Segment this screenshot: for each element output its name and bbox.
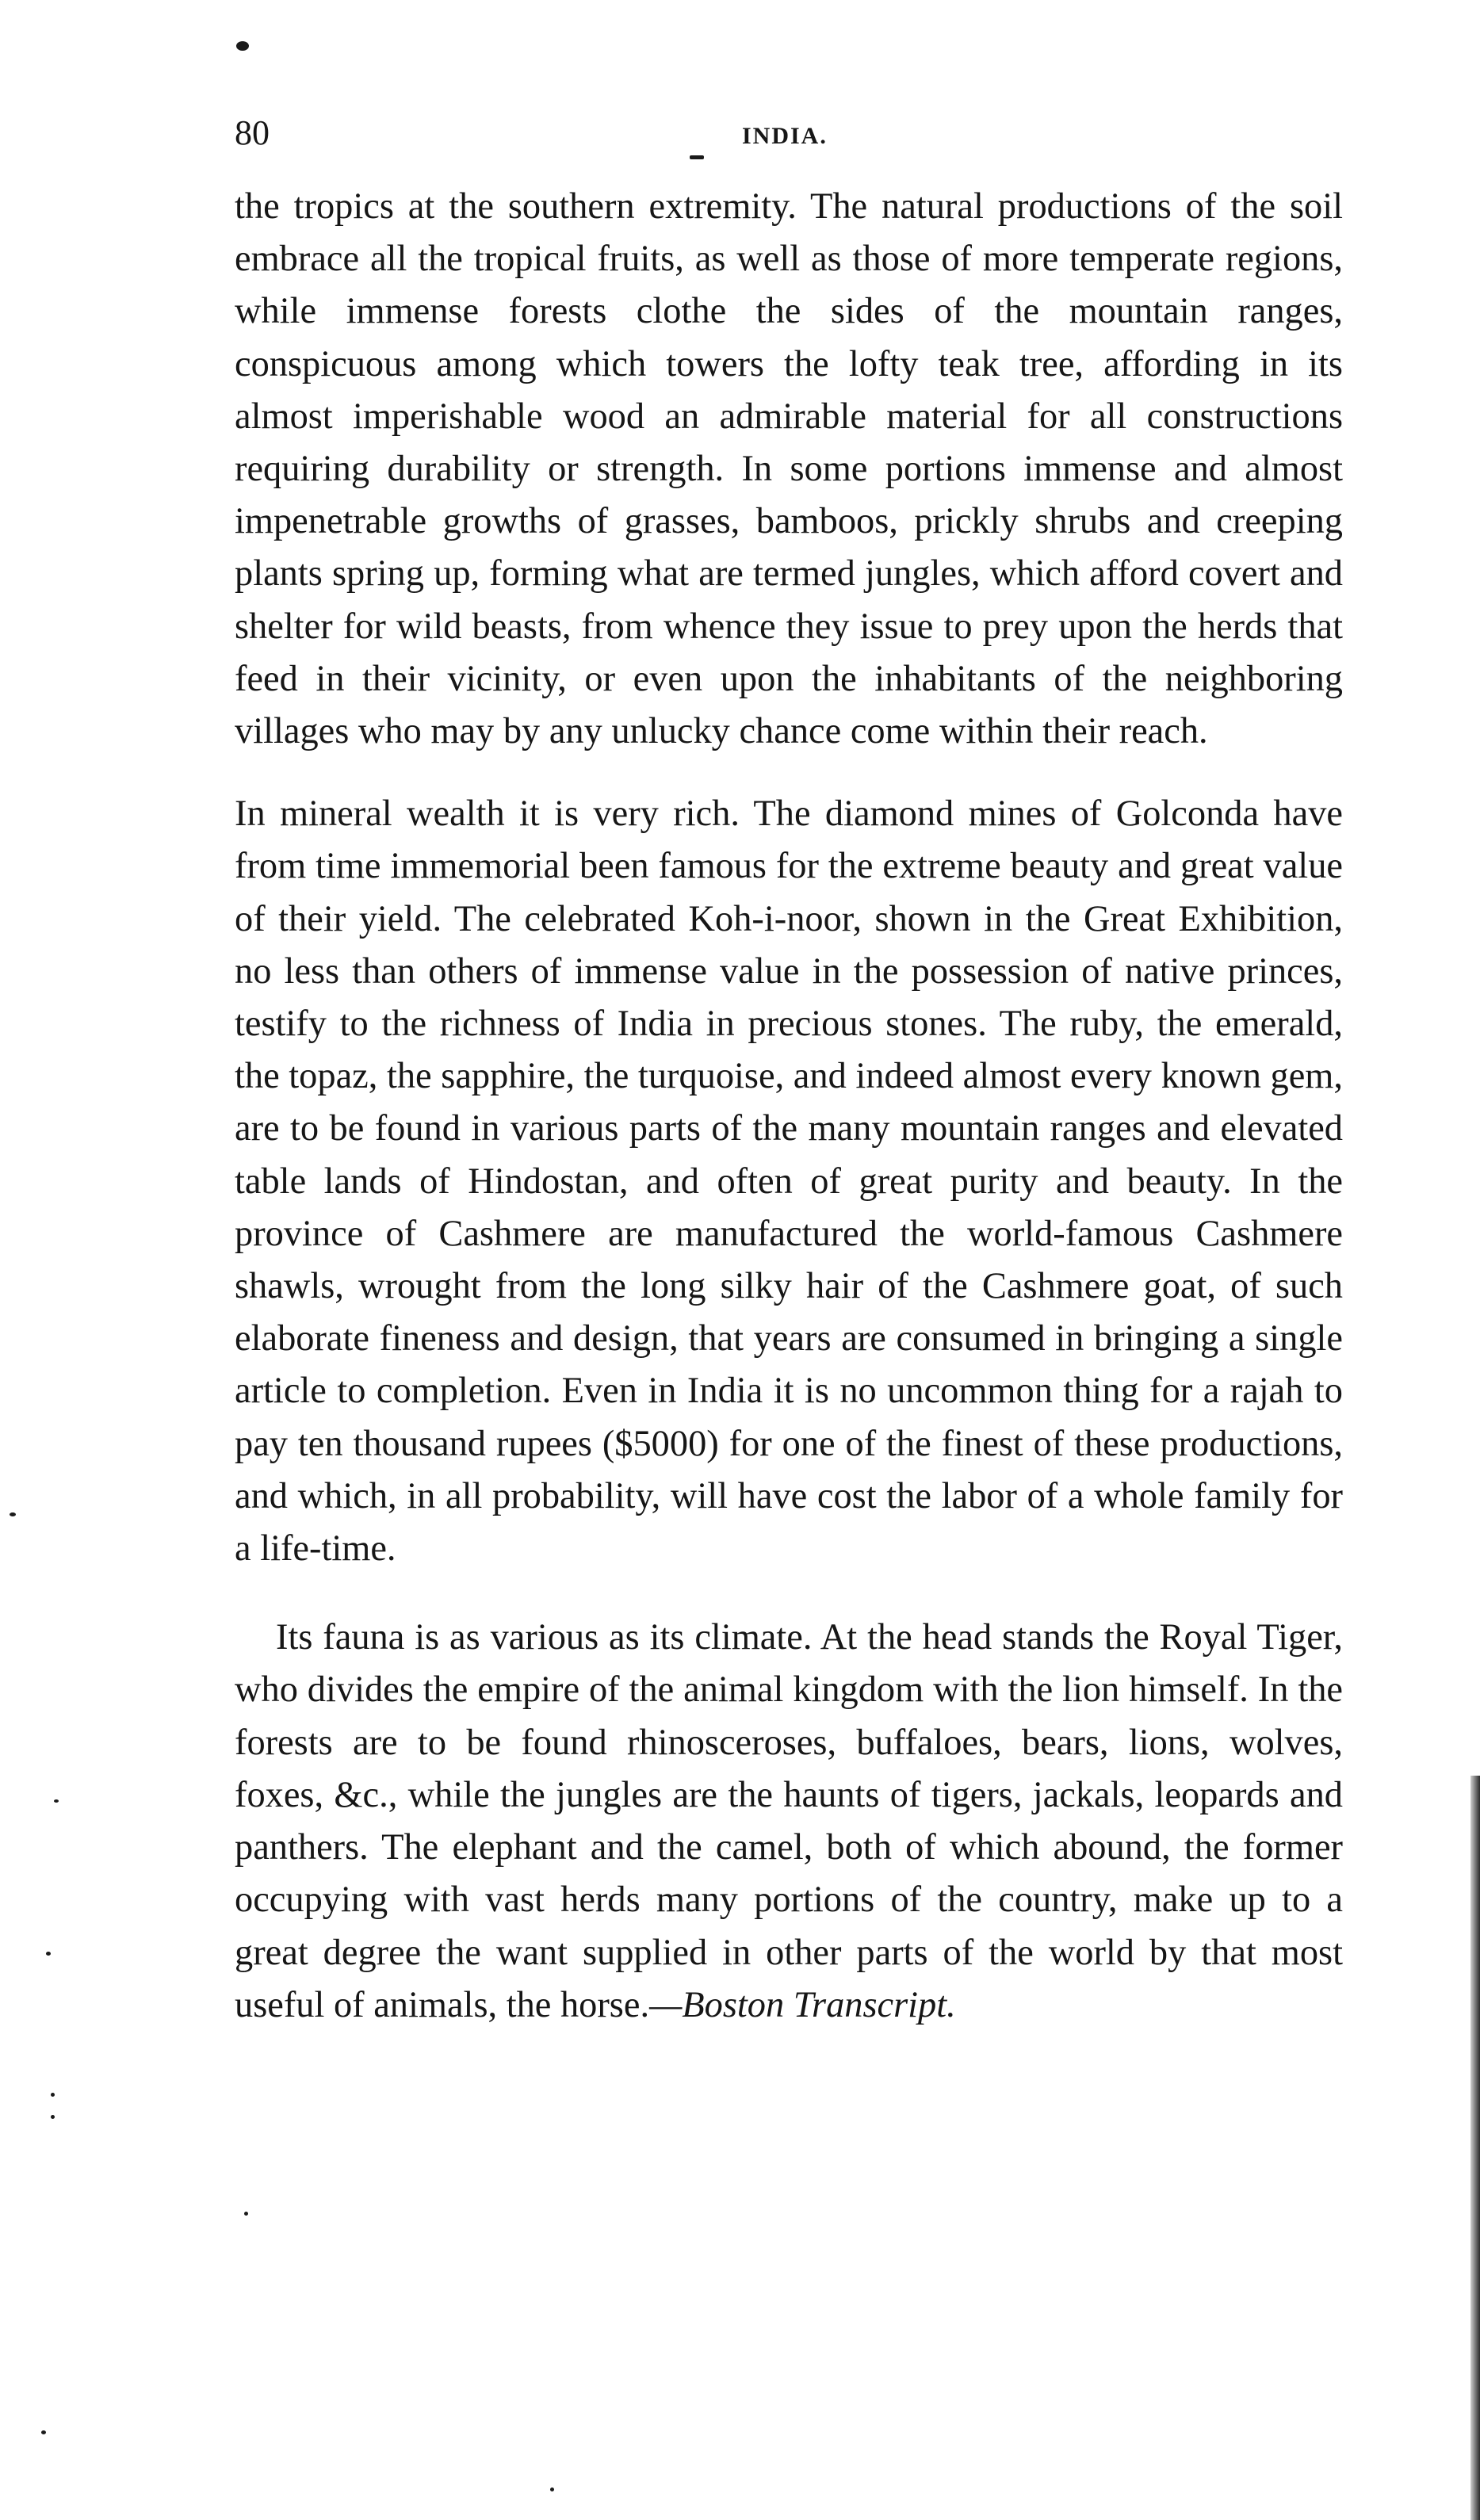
paragraph-fauna-text: Its fauna is as various as its climate. At the head stands the Royal Tiger, who divides the empire of the animal kingdom with the lion himself. In the forests are to be found rhinosceroses, buffaloes, bears, lions, wolves, foxes, &c., while the jungles are the haunts of tigers, jackals, leopards and panthers. The elephant and the camel, both of which abound, the former occupying with vast herds many portions of the country, make up to a great degree the want supplied in other parts of the world by that most useful of animals, the horse. [235,1617,1343,2025]
scan-speck [51,2115,55,2119]
page-edge-shadow [1470,1776,1480,2520]
source-attribution: —Boston Transcript. [649,1984,956,2025]
paragraph-fauna [235,1612,1343,2032]
scan-speck [10,1512,16,1516]
page-number: 80 [235,113,270,152]
paragraph-tropical-productions: the tropics at the southern extremity. The natural productions of the soil embrace all the tropical fruits, as well as those of more temperate regions, while immense forests clothe the sides of the mountain ranges, conspicuous among which towers the lofty teak tree, affording in its almost imperishable wood an admirable material for all constructions requiring durability or strength. In some portions immense and almost impenetrable growths of grasses, bamboos, prickly shrubs and creeping plants spring up, forming what are termed jungles, which afford covert and shelter for wild beasts, from whence they issue to prey upon the herds that feed in their vicinity, or even upon the inhabitants of the neighboring villages who may by any unlucky chance come within their reach. [235,186,1343,752]
paragraph-mineral-wealth: In mineral wealth it is very rich. The diamond mines of Golconda have from time immemorial been famous for the extreme beauty and great value of their yield. The celebrated Koh-i-noor, shown in the Great Exhibition, no less than others of immense value in the possession of native princes, testify to the richness of India in precious stones. The ruby, the emerald, the topaz, the sapphire, the turquoise, and indeed almost every known gem, are to be found in various parts of the many mountain ranges and elevated table lands of Hindostan, and often of great purity and beauty. In the province of Cashmere are manufactured the world-famous Cashmere shawls, wrought from the long silky hair of the Cashmere goat, of such elaborate fineness and design, that years are consumed in bringing a single article to completion. Even in India it is no uncommon thing for a rajah to pay ten thousand rupees ($5000) for one of the finest of these productions, and which, in all probability, will have cost the labor of a whole family for a life-time. [235,793,1343,1570]
scan-speck [41,2430,46,2434]
scan-speck [236,41,249,51]
scan-speck [690,155,704,159]
running-head: INDIA. [742,123,828,149]
page-header [235,109,1344,157]
body-text [235,181,1343,2032]
scan-speck [51,2093,55,2097]
scan-speck [550,2487,554,2491]
scan-speck [54,1799,59,1803]
scan-speck [46,1952,51,1956]
scan-speck [244,2212,248,2216]
